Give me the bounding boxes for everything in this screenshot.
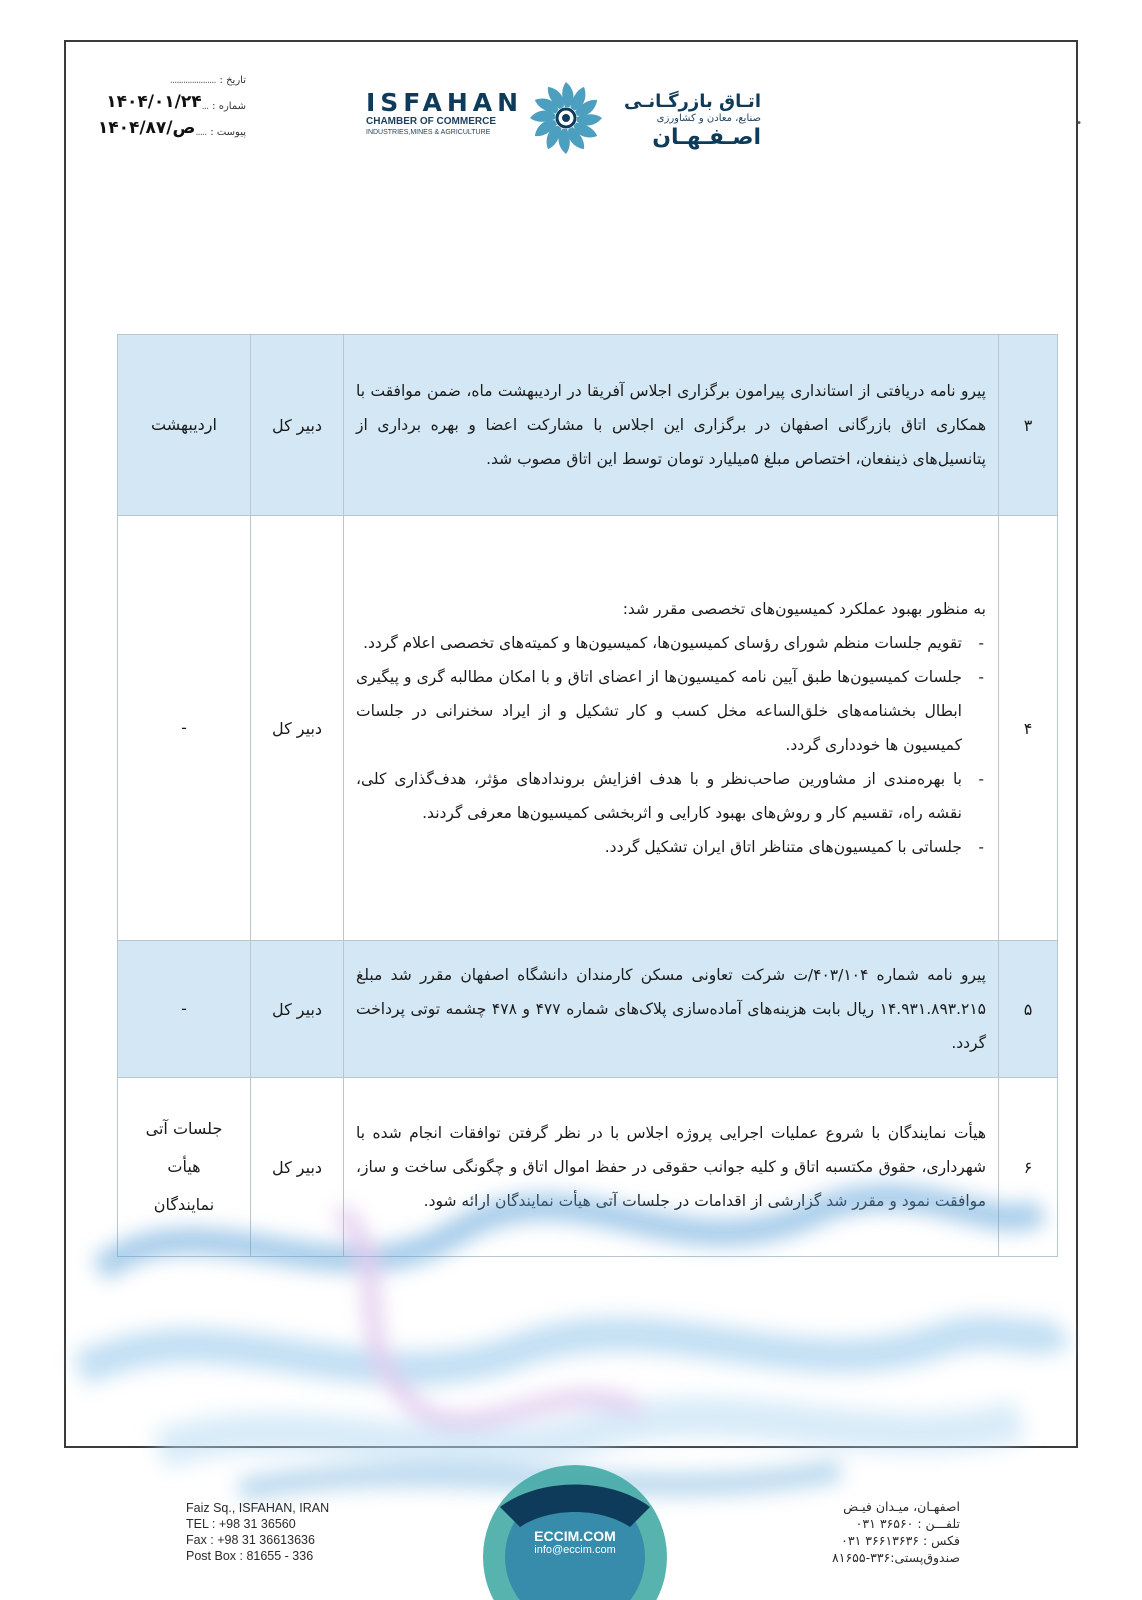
list-item: - جلساتی با کمیسیون‌های متناظر اتاق ایران تشکیل گردد. [356,830,962,864]
row-text: پیرو نامه شماره ۴۰۳/۱۰۴/ت شرکت تعاونی مسکن کارمندان دانشگاه اصفهان مقرر شد مبلغ ۱۴.۹۳۱.۸۹۳.۲۱۵ ریال بابت هزینه‌های آماده‌سازی پلاک‌های شماره ۴۷۷ و ۴۷۸ چشمه توتی پرداخت گردد. [344,941,999,1078]
number-label: شماره : [212,101,246,112]
number-value: ۱۴۰۴/۰۱/۲۴ [106,92,202,112]
logo-en-line1: CHAMBER OF COMMERCE [366,116,496,127]
footer-fa-line: صندوق‌پستی:۳۳۶-۸۱۶۵۵ [832,1550,960,1565]
table-row [118,941,1058,1078]
attachment-dots: ..... [195,127,207,138]
logo-en-title: ISFAHAN [366,88,524,117]
footer-fa-line: تلفـــن : ۳۶۵۶۰ ۰۳۱ [855,1516,960,1531]
date-row [76,72,246,86]
chamber-logo [366,78,776,158]
footer-en-line: TEL : +98 31 36560 [186,1517,296,1531]
row-responsible: دبیر کل [251,1078,344,1257]
logo-persian [611,92,761,151]
footer-emblem-graphic [480,1447,670,1600]
row-timeline [118,1078,251,1257]
row-number: ۵ [999,941,1058,1078]
resolutions-table [117,334,1058,1257]
row-text [344,516,999,941]
row-number: ۶ [999,1078,1058,1257]
row-responsible: دبیر کل [251,516,344,941]
timeline-line: جلسات آتی [145,1119,223,1138]
table-row [118,335,1058,516]
logo-fa-line3: اصـفـهـان [652,125,761,150]
attachment-row [76,112,246,138]
footer-persian-address [760,1498,960,1566]
date-dots: ..................... [169,75,216,86]
logo-fa-line1: اتـاق بازرگـانـی [624,91,761,112]
row-text: هیأت نمایندگان با شروع عملیات اجرایی پروژه اجلاس با در نظر گرفتن توافقات انجام شده با شهرداری، حقوق مکتسبه اتاق و کلیه جوانب حقوقی در حفظ اموال اتاق و چگونگی ساخت و ساز، موافقت نمود و مقرر شد گزارشی از اقدامات در جلسات آتی هیأت نمایندگان ارائه شود. [344,1078,999,1257]
attachment-label: پیوست : [210,127,246,138]
footer-en-line: Post Box : 81655 - 336 [186,1549,314,1563]
row-timeline: اردیبهشت [118,335,251,516]
row-responsible: دبیر کل [251,335,344,516]
table-row [118,1078,1058,1257]
footer-en-line: Faiz Sq., ISFAHAN, IRAN [186,1501,330,1515]
footer-email[interactable]: info@eccim.com [534,1544,616,1556]
row-intro: به منظور بهبود عملکرد کمیسیون‌های تخصصی مقرر شد: [622,600,986,618]
row-timeline: - [118,941,251,1078]
row-timeline: - [118,516,251,941]
row-responsible: دبیر کل [251,941,344,1078]
list-item: - تقویم جلسات منظم شورای رؤسای کمیسیون‌ها، کمیسیون‌ها و کمیته‌های تخصصی اعلام گردد. [356,626,962,660]
table-row [118,516,1058,941]
attachment-value: ۱۴۰۴/ص/۸۷ [97,118,196,138]
row-text: پیرو نامه دریافتی از استانداری پیرامون برگزاری اجلاس آفریقا در اردیبهشت ماه، ضمن موافقت با همکاری اتاق بازرگانی اصفهان در برگزاری این اجلاس با مشارکت اعضا و بهره برداری از پتانسیل‌های ذینفعان، اختصاص مبلغ ۵میلیارد تومان توسط این اتاق مصوب شد. [344,335,999,516]
chamber-emblem-icon [526,78,606,158]
footer-website[interactable]: ECCIM.COM [534,1528,616,1544]
footer-en-line: Fax : +98 31 36613636 [186,1533,315,1547]
date-label: تاریخ : [219,75,246,86]
list-item: - با بهره‌مندی از مشاورین صاحب‌نظر و با هدف افزایش بروندادهای مؤثر، هدف‌گذاری کلی، نقشه راه، تقسیم کار و روش‌های بهبود کارایی و اثربخشی کمیسیون‌ها معرفی گردند. [356,762,962,830]
row-bullets [356,626,986,864]
logo-fa-line2: صنایع، معادن و کشاورزی [656,113,761,124]
footer-fa-line: فکس : ۳۶۶۱۳۶۳۶ ۰۳۱ [841,1533,960,1548]
row-number: ۳ [999,335,1058,516]
row-number: ۴ [999,516,1058,941]
logo-english [366,90,522,138]
scan-mark: • [1076,118,1082,129]
logo-en-line2: INDUSTRIES,MINES & AGRICULTURE [366,129,491,136]
footer-web-contact [505,1528,645,1557]
list-item: - جلسات کمیسیون‌ها طبق آیین نامه کمیسیون‌ها از اعضای اتاق و با امکان مطالبه گری و پیگیری ابطال بخشنامه‌های خلق‌الساعه مخل کسب و کار تشکیل و از ایراد سخنرانی در جلسات کمیسیون ها خودداری گردد. [356,660,962,762]
timeline-line: نمایندگان [153,1195,215,1214]
footer-fa-line: اصفهـان، میـدان فیـض [843,1499,960,1514]
number-dots: ... [201,101,209,112]
footer-english-address [186,1500,386,1564]
number-row [76,86,246,112]
letter-meta [76,72,246,138]
timeline-line: هیأت [167,1157,201,1176]
